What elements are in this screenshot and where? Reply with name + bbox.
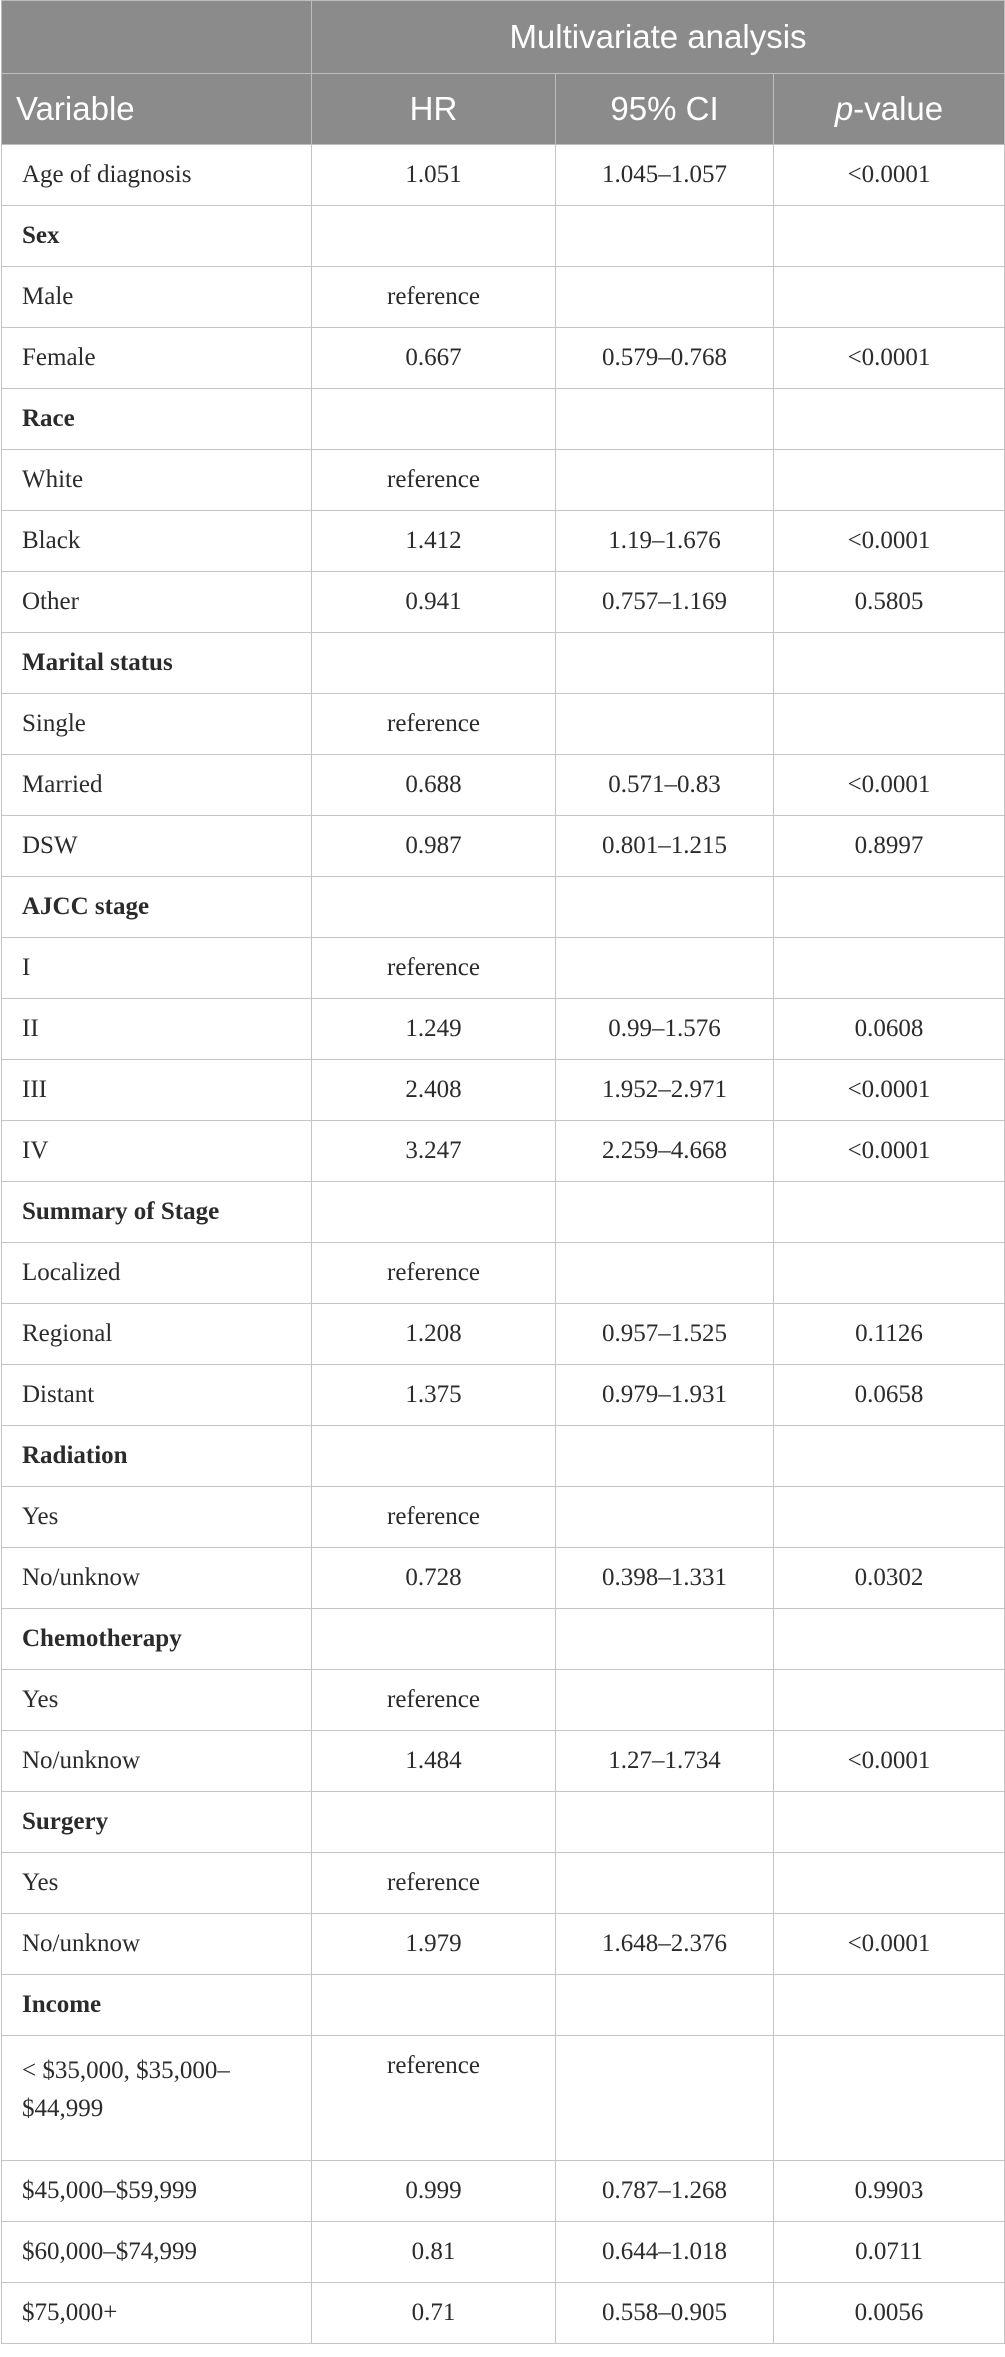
p-value-cell: <0.0001 bbox=[774, 755, 1005, 816]
ci-cell bbox=[556, 938, 774, 999]
section-header-row bbox=[2, 389, 1005, 450]
p-value-cell bbox=[774, 1609, 1005, 1670]
variable-cell: III bbox=[2, 1060, 312, 1121]
hr-cell: 1.375 bbox=[312, 1365, 556, 1426]
ci-cell bbox=[556, 633, 774, 694]
table-row bbox=[2, 328, 1005, 389]
ci-cell bbox=[556, 1487, 774, 1548]
hr-column-header: HR bbox=[312, 74, 556, 145]
variable-cell: Regional bbox=[2, 1304, 312, 1365]
p-value-cell: <0.0001 bbox=[774, 511, 1005, 572]
p-value-cell: 0.8997 bbox=[774, 816, 1005, 877]
variable-column-header: Variable bbox=[2, 74, 312, 145]
ci-cell: 2.259–4.668 bbox=[556, 1121, 774, 1182]
header-group-row bbox=[2, 1, 1005, 74]
table-row bbox=[2, 1548, 1005, 1609]
section-header-row bbox=[2, 1182, 1005, 1243]
variable-cell: Surgery bbox=[2, 1792, 312, 1853]
hr-cell bbox=[312, 1426, 556, 1487]
hr-cell: 3.247 bbox=[312, 1121, 556, 1182]
section-header-row bbox=[2, 1975, 1005, 2036]
section-header-row bbox=[2, 877, 1005, 938]
p-value-cell bbox=[774, 694, 1005, 755]
table-row bbox=[2, 450, 1005, 511]
ci-cell bbox=[556, 2036, 774, 2161]
table-body bbox=[2, 145, 1005, 2344]
ci-cell: 0.979–1.931 bbox=[556, 1365, 774, 1426]
p-value-cell: 0.5805 bbox=[774, 572, 1005, 633]
table-row bbox=[2, 1304, 1005, 1365]
ci-cell: 0.801–1.215 bbox=[556, 816, 774, 877]
hr-cell: 0.728 bbox=[312, 1548, 556, 1609]
hr-cell: 1.208 bbox=[312, 1304, 556, 1365]
hr-cell: 1.484 bbox=[312, 1731, 556, 1792]
table-row bbox=[2, 267, 1005, 328]
ci-cell bbox=[556, 1792, 774, 1853]
p-value-cell bbox=[774, 1853, 1005, 1914]
variable-cell: II bbox=[2, 999, 312, 1060]
ci-cell: 0.957–1.525 bbox=[556, 1304, 774, 1365]
ci-cell bbox=[556, 389, 774, 450]
p-value-cell: 0.0658 bbox=[774, 1365, 1005, 1426]
multivariate-analysis-table bbox=[1, 0, 1005, 2344]
hr-cell bbox=[312, 1975, 556, 2036]
ci-cell bbox=[556, 1853, 774, 1914]
variable-cell: Chemotherapy bbox=[2, 1609, 312, 1670]
table-row bbox=[2, 999, 1005, 1060]
p-value-cell bbox=[774, 1243, 1005, 1304]
ci-cell: 1.648–2.376 bbox=[556, 1914, 774, 1975]
table-row bbox=[2, 145, 1005, 206]
variable-cell: Income bbox=[2, 1975, 312, 2036]
ci-cell: 1.27–1.734 bbox=[556, 1731, 774, 1792]
hr-cell: reference bbox=[312, 1853, 556, 1914]
table-row bbox=[2, 1365, 1005, 1426]
p-value-cell: 0.0711 bbox=[774, 2222, 1005, 2283]
table-row bbox=[2, 2222, 1005, 2283]
ci-column-header: 95% CI bbox=[556, 74, 774, 145]
section-header-row bbox=[2, 1609, 1005, 1670]
p-value-cell bbox=[774, 938, 1005, 999]
hr-cell bbox=[312, 1609, 556, 1670]
variable-cell: No/unknow bbox=[2, 1548, 312, 1609]
hr-cell: 1.412 bbox=[312, 511, 556, 572]
hr-cell: 0.71 bbox=[312, 2283, 556, 2344]
ci-cell bbox=[556, 206, 774, 267]
table-row bbox=[2, 1121, 1005, 1182]
ci-cell: 1.045–1.057 bbox=[556, 145, 774, 206]
table-row bbox=[2, 938, 1005, 999]
hr-cell: reference bbox=[312, 1670, 556, 1731]
p-value-cell: <0.0001 bbox=[774, 1060, 1005, 1121]
hr-cell: reference bbox=[312, 267, 556, 328]
table-row bbox=[2, 511, 1005, 572]
variable-cell: < $35,000, $35,000–$44,999 bbox=[2, 2036, 312, 2161]
hr-cell: reference bbox=[312, 450, 556, 511]
p-value-cell: <0.0001 bbox=[774, 328, 1005, 389]
variable-cell: Summary of Stage bbox=[2, 1182, 312, 1243]
p-value-cell bbox=[774, 1792, 1005, 1853]
table-row bbox=[2, 1060, 1005, 1121]
hr-cell: reference bbox=[312, 694, 556, 755]
hr-cell: 0.999 bbox=[312, 2161, 556, 2222]
variable-cell: $45,000–$59,999 bbox=[2, 2161, 312, 2222]
p-value-column-header bbox=[774, 74, 1005, 145]
ci-cell: 0.579–0.768 bbox=[556, 328, 774, 389]
hr-cell bbox=[312, 877, 556, 938]
variable-cell: Yes bbox=[2, 1670, 312, 1731]
ci-cell: 0.398–1.331 bbox=[556, 1548, 774, 1609]
p-value-cell: 0.9903 bbox=[774, 2161, 1005, 2222]
table-row bbox=[2, 694, 1005, 755]
p-value-cell: <0.0001 bbox=[774, 1731, 1005, 1792]
variable-cell: Yes bbox=[2, 1853, 312, 1914]
p-value-cell: 0.0302 bbox=[774, 1548, 1005, 1609]
variable-cell: Radiation bbox=[2, 1426, 312, 1487]
variable-cell: Married bbox=[2, 755, 312, 816]
hr-cell: 0.987 bbox=[312, 816, 556, 877]
p-value-cell: 0.0056 bbox=[774, 2283, 1005, 2344]
p-value-cell bbox=[774, 1670, 1005, 1731]
hr-cell: reference bbox=[312, 2036, 556, 2161]
variable-cell: $75,000+ bbox=[2, 2283, 312, 2344]
p-value-cell bbox=[774, 389, 1005, 450]
p-value-cell bbox=[774, 1182, 1005, 1243]
hr-cell: 0.667 bbox=[312, 328, 556, 389]
hr-cell: reference bbox=[312, 938, 556, 999]
ci-cell: 0.644–1.018 bbox=[556, 2222, 774, 2283]
p-value-cell bbox=[774, 206, 1005, 267]
variable-cell: Localized bbox=[2, 1243, 312, 1304]
table-row bbox=[2, 1243, 1005, 1304]
variable-cell: Female bbox=[2, 328, 312, 389]
variable-cell: Male bbox=[2, 267, 312, 328]
ci-cell: 0.757–1.169 bbox=[556, 572, 774, 633]
ci-cell: 1.952–2.971 bbox=[556, 1060, 774, 1121]
header-columns-row bbox=[2, 74, 1005, 145]
table-row bbox=[2, 2283, 1005, 2344]
hr-cell bbox=[312, 633, 556, 694]
variable-cell: Single bbox=[2, 694, 312, 755]
ci-cell: 0.571–0.83 bbox=[556, 755, 774, 816]
p-value-cell bbox=[774, 1426, 1005, 1487]
hr-cell: 0.81 bbox=[312, 2222, 556, 2283]
variable-cell: Age of diagnosis bbox=[2, 145, 312, 206]
ci-cell bbox=[556, 267, 774, 328]
table-row bbox=[2, 2161, 1005, 2222]
hr-cell: reference bbox=[312, 1487, 556, 1548]
ci-cell: 0.787–1.268 bbox=[556, 2161, 774, 2222]
variable-cell: No/unknow bbox=[2, 1731, 312, 1792]
ci-cell bbox=[556, 450, 774, 511]
p-value-cell bbox=[774, 267, 1005, 328]
ci-cell bbox=[556, 877, 774, 938]
variable-cell: White bbox=[2, 450, 312, 511]
variable-cell: Marital status bbox=[2, 633, 312, 694]
table-header bbox=[2, 1, 1005, 145]
hr-cell bbox=[312, 1792, 556, 1853]
table-row bbox=[2, 1853, 1005, 1914]
table-row bbox=[2, 816, 1005, 877]
hr-cell: 0.688 bbox=[312, 755, 556, 816]
variable-cell: AJCC stage bbox=[2, 877, 312, 938]
section-header-row bbox=[2, 206, 1005, 267]
hr-cell bbox=[312, 1182, 556, 1243]
table-row bbox=[2, 2036, 1005, 2161]
header-blank-cell bbox=[2, 1, 312, 74]
ci-cell: 0.99–1.576 bbox=[556, 999, 774, 1060]
ci-cell bbox=[556, 1182, 774, 1243]
variable-cell: Race bbox=[2, 389, 312, 450]
variable-cell: Yes bbox=[2, 1487, 312, 1548]
ci-cell bbox=[556, 1670, 774, 1731]
hr-cell: reference bbox=[312, 1243, 556, 1304]
section-header-row bbox=[2, 1426, 1005, 1487]
hr-cell bbox=[312, 389, 556, 450]
p-value-cell bbox=[774, 1487, 1005, 1548]
p-value-header-italic: p bbox=[834, 90, 854, 127]
p-value-cell bbox=[774, 2036, 1005, 2161]
hr-cell: 1.051 bbox=[312, 145, 556, 206]
hr-cell: 1.249 bbox=[312, 999, 556, 1060]
ci-cell bbox=[556, 1243, 774, 1304]
table-row bbox=[2, 1487, 1005, 1548]
variable-cell: Other bbox=[2, 572, 312, 633]
p-value-cell bbox=[774, 1975, 1005, 2036]
table-row bbox=[2, 1670, 1005, 1731]
ci-cell bbox=[556, 1975, 774, 2036]
p-value-cell: 0.0608 bbox=[774, 999, 1005, 1060]
table-row bbox=[2, 1914, 1005, 1975]
multivariate-analysis-header: Multivariate analysis bbox=[312, 1, 1005, 74]
section-header-row bbox=[2, 1792, 1005, 1853]
section-header-row bbox=[2, 633, 1005, 694]
variable-cell: DSW bbox=[2, 816, 312, 877]
ci-cell bbox=[556, 1426, 774, 1487]
variable-cell: Sex bbox=[2, 206, 312, 267]
ci-cell bbox=[556, 694, 774, 755]
variable-cell: No/unknow bbox=[2, 1914, 312, 1975]
hr-cell: 2.408 bbox=[312, 1060, 556, 1121]
variable-cell: Black bbox=[2, 511, 312, 572]
table-row bbox=[2, 1731, 1005, 1792]
p-value-cell: <0.0001 bbox=[774, 1914, 1005, 1975]
variable-cell: I bbox=[2, 938, 312, 999]
hr-cell: 0.941 bbox=[312, 572, 556, 633]
hr-cell: 1.979 bbox=[312, 1914, 556, 1975]
p-value-header-rest: -value bbox=[853, 90, 944, 127]
variable-cell: IV bbox=[2, 1121, 312, 1182]
ci-cell: 0.558–0.905 bbox=[556, 2283, 774, 2344]
variable-cell: $60,000–$74,999 bbox=[2, 2222, 312, 2283]
p-value-cell: 0.1126 bbox=[774, 1304, 1005, 1365]
variable-cell: Distant bbox=[2, 1365, 312, 1426]
hr-cell bbox=[312, 206, 556, 267]
p-value-cell: <0.0001 bbox=[774, 1121, 1005, 1182]
p-value-cell bbox=[774, 877, 1005, 938]
table-row bbox=[2, 572, 1005, 633]
p-value-cell: <0.0001 bbox=[774, 145, 1005, 206]
p-value-cell bbox=[774, 450, 1005, 511]
p-value-cell bbox=[774, 633, 1005, 694]
table-row bbox=[2, 755, 1005, 816]
ci-cell bbox=[556, 1609, 774, 1670]
ci-cell: 1.19–1.676 bbox=[556, 511, 774, 572]
